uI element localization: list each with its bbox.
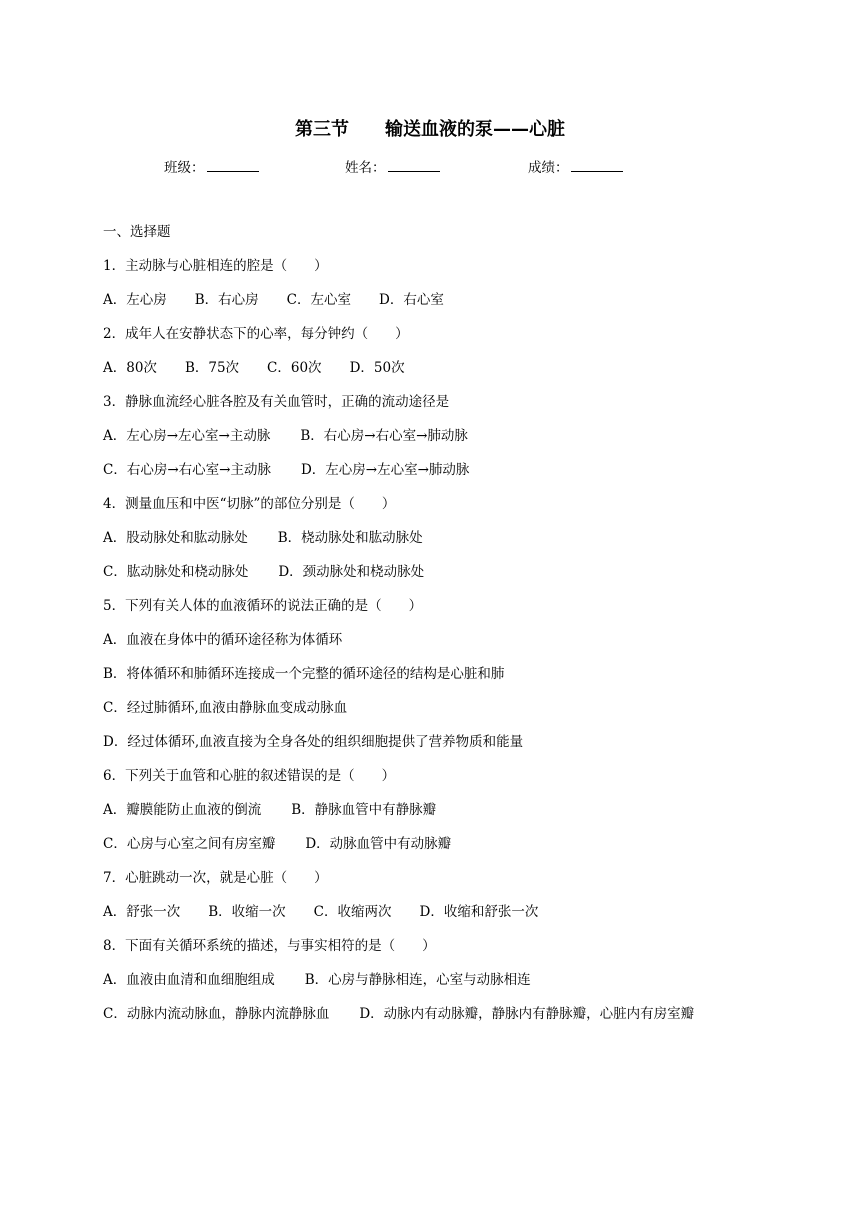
option-item[interactable]: D．收缩和舒张一次 xyxy=(419,904,539,920)
option-line xyxy=(103,970,803,1004)
option-item[interactable]: A．股动脉处和肱动脉处 xyxy=(103,530,248,546)
option-line xyxy=(103,834,803,868)
option-line xyxy=(103,358,803,392)
name-label: 姓名： xyxy=(345,160,386,176)
option-line xyxy=(103,732,803,766)
option-item[interactable]: B．75次 xyxy=(184,360,240,376)
option-item[interactable]: B．桡动脉处和肱动脉处 xyxy=(277,530,423,546)
option-line xyxy=(103,630,803,664)
option-line xyxy=(103,800,803,834)
question-stem: 5．下列有关人体的血液循环的说法正确的是（ ） xyxy=(103,598,423,614)
class-field xyxy=(164,156,259,176)
option-item[interactable]: C．收缩两次 xyxy=(313,904,392,920)
option-item[interactable]: D．右心室 xyxy=(379,292,444,308)
option-line xyxy=(103,528,803,562)
option-item[interactable]: C．经过肺循环,血液由静脉血变成动脉血 xyxy=(103,700,348,716)
option-line xyxy=(103,290,803,324)
option-item[interactable]: B．右心房→右心室→肺动脉 xyxy=(300,428,468,444)
option-line xyxy=(103,664,803,698)
option-item[interactable]: C．左心室 xyxy=(286,292,352,308)
option-item[interactable]: D．50次 xyxy=(349,360,405,376)
option-line xyxy=(103,460,803,494)
option-item[interactable]: B．右心房 xyxy=(194,292,259,308)
option-item[interactable]: B．收缩一次 xyxy=(208,904,286,920)
option-line xyxy=(103,562,803,596)
question-stem: 7．心脏跳动一次，就是心脏（ ） xyxy=(103,870,328,886)
option-item[interactable]: D．左心房→左心室→肺动脉 xyxy=(300,462,470,478)
option-item[interactable]: A．血液在身体中的循环途径称为体循环 xyxy=(103,632,343,648)
name-field xyxy=(345,156,440,176)
option-item[interactable]: A．血液由血清和血细胞组成 xyxy=(103,972,275,988)
option-item[interactable]: A．左心房 xyxy=(103,292,167,308)
option-item[interactable]: A．瓣膜能防止血液的倒流 xyxy=(103,802,262,818)
option-item[interactable]: C．心房与心室之间有房室瓣 xyxy=(103,836,276,852)
option-item[interactable]: C．右心房→右心室→主动脉 xyxy=(103,462,271,478)
option-item[interactable]: C．肱动脉处和桡动脉处 xyxy=(103,564,249,580)
score-blank[interactable] xyxy=(571,157,623,172)
score-label: 成绩： xyxy=(528,160,569,176)
question-stem: 2．成年人在安静状态下的心率，每分钟约（ ） xyxy=(103,326,409,342)
option-item[interactable]: B．心房与静脉相连，心室与动脉相连 xyxy=(304,972,531,988)
option-item[interactable]: D．颈动脉处和桡动脉处 xyxy=(278,564,425,580)
section-title: 一、选择题 xyxy=(103,224,171,240)
option-item[interactable]: D．经过体循环,血液直接为全身各处的组织细胞提供了营养物质和能量 xyxy=(103,734,524,750)
option-line xyxy=(103,902,803,936)
question-stem: 8．下面有关循环系统的描述，与事实相符的是（ ） xyxy=(103,938,436,954)
option-item[interactable]: D．动脉内有动脉瓣，静脉内有静脉瓣，心脏内有房室瓣 xyxy=(359,1006,695,1022)
option-item[interactable]: B．静脉血管中有静脉瓣 xyxy=(291,802,437,818)
question-stem: 3．静脉血流经心脏各腔及有关血管时，正确的流动途径是 xyxy=(103,394,450,410)
option-item[interactable]: A．80次 xyxy=(103,360,157,376)
option-item[interactable]: B．将体循环和肺循环连接成一个完整的循环途径的结构是心脏和肺 xyxy=(103,666,505,682)
option-item[interactable]: A．舒张一次 xyxy=(103,904,181,920)
student-info-row xyxy=(0,156,860,178)
question-list xyxy=(103,222,803,1038)
class-blank[interactable] xyxy=(207,157,259,172)
option-line xyxy=(103,426,803,460)
question-stem: 1．主动脉与心脏相连的腔是（ ） xyxy=(103,258,328,274)
name-blank[interactable] xyxy=(388,157,440,172)
option-item[interactable]: D．动脉血管中有动脉瓣 xyxy=(305,836,452,852)
class-label: 班级： xyxy=(164,160,205,176)
question-stem: 6．下列关于血管和心脏的叙述错误的是（ ） xyxy=(103,768,396,784)
option-item[interactable]: C．动脉内流动脉血，静脉内流静脉血 xyxy=(103,1006,330,1022)
option-line xyxy=(103,698,803,732)
page-title: 第三节 输送血液的泵——心脏 xyxy=(295,119,565,140)
option-line xyxy=(103,1004,803,1038)
score-field xyxy=(528,156,623,176)
option-item[interactable]: C．60次 xyxy=(267,360,322,376)
option-item[interactable]: A．左心房→左心室→主动脉 xyxy=(103,428,271,444)
question-stem: 4．测量血压和中医“切脉”的部位分别是（ ） xyxy=(103,496,396,512)
